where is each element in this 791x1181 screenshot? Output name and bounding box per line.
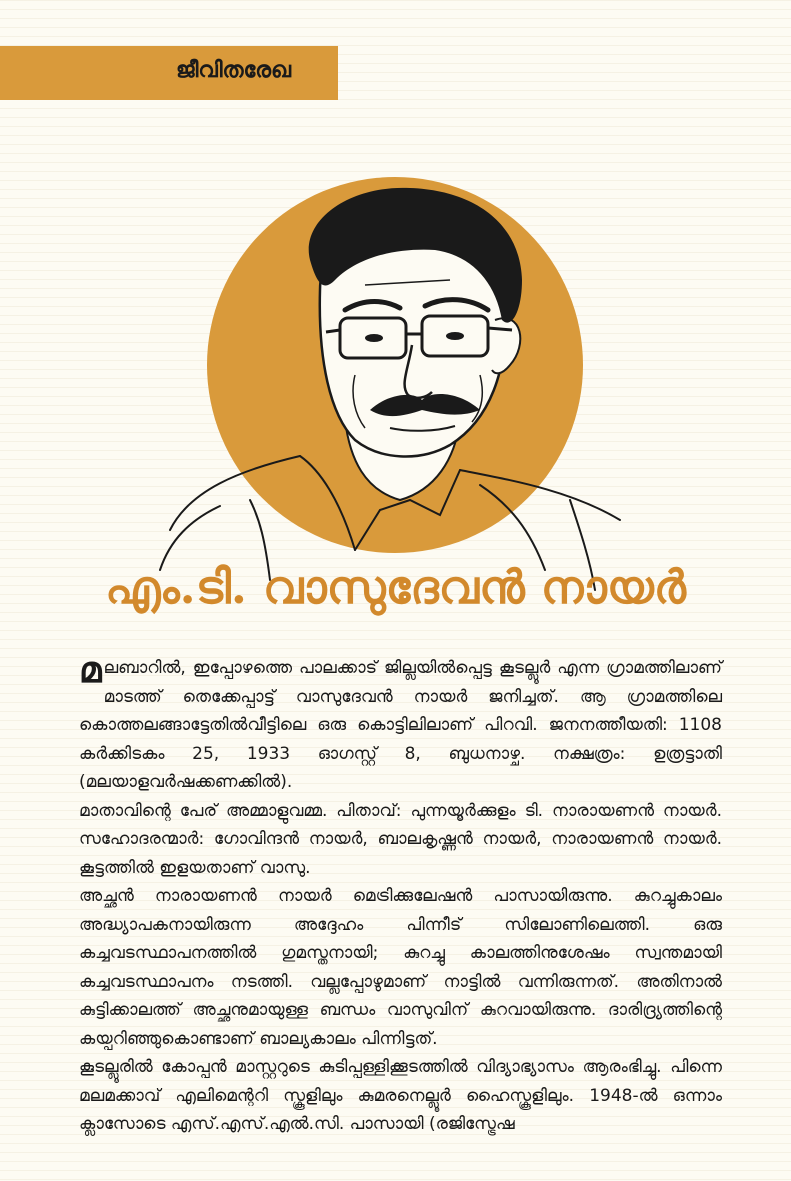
section-header-band xyxy=(0,46,338,100)
section-header-label: ജീവിതരേഖ xyxy=(176,58,292,83)
paragraph-text: ലബാറിൽ, ഇപ്പോഴത്തെ പാലക്കാട് ജില്ലയിൽപ്പെട്ട കൂടല്ലൂർ എന്ന ഗ്രാമത്തിലാണ് മാടത്ത് തെക്കേപ്പാട്ട് വാസുദേവൻ നായർ ജനിച്ചത്. ആ ഗ്രാമത്തിലെ കൊത്തലങ്ങാട്ടേതിൽവീട്ടിലെ ഒരു കൊട്ടിലിലാണ് പിറവി. ജനനത്തീയതി: 1108 കർക്കിടകം 25, 1933 ഓഗസ്റ്റ് 8, ബുധനാഴ്ച. നക്ഷത്രം: ഉത്രട്ടാതി (മലയാളവർഷക്കണക്കിൽ). xyxy=(79,658,722,792)
drop-cap: മ xyxy=(79,650,102,691)
biography-text xyxy=(79,650,722,1139)
paragraph-1 xyxy=(79,650,722,797)
portrait-illustration xyxy=(150,170,640,600)
page-title: എം.ടി. വാസുദേവൻ നായർ xyxy=(105,560,686,614)
paragraph-2: മാതാവിന്റെ പേര് അമ്മാളുവമ്മ. പിതാവ്: പുന്നയൂർക്കുളം ടി. നാരായണൻ നായർ. സഹോദരന്മാർ: ഗോവിന്ദൻ നായർ, ബാലകൃഷ്ണൻ നായർ, നാരായണൻ നായർ. കൂട്ടത്തിൽ ഇളയതാണ് വാസു. xyxy=(79,800,722,878)
paragraph-4: കൂടല്ലൂരിൽ കോപ്പൻ മാസ്റ്ററുടെ കുടിപ്പള്ളിക്കൂടത്തിൽ വിദ്യാഭ്യാസം ആരംഭിച്ചു. പിന്നെ മലമക്കാവ് എലിമെന്ററി സ്കൂളിലും കുമരനെല്ലൂർ ഹൈസ്കൂളിലും. 1948-ൽ ഒന്നാം ക്ലാസോടെ എസ്.എസ്.എൽ.സി. പാസായി (രജിസ്ട്രേഷ xyxy=(79,1057,722,1134)
paragraph-3: അച്ഛൻ നാരായണൻ നായർ മെട്രിക്കുലേഷൻ പാസായിരുന്നു. കുറച്ചുകാലം അദ്ധ്യാപകനായിരുന്ന അദ്ദേഹം പിന്നീട് സിലോണിലെത്തി. ഒരു കച്ചവടസ്ഥാപനത്തിൽ ഗുമസ്തനായി; കുറച്ചു കാലത്തിനുശേഷം സ്വന്തമായി കച്ചവടസ്ഥാപനം നടത്തി. വല്ലപ്പോഴുമാണ് നാട്ടിൽ വന്നിരുന്നത്. അതിനാൽ കുട്ടിക്കാലത്ത് അച്ഛനുമായുള്ള ബന്ധം വാസുവിന് കുറവായിരുന്നു. ദാരിദ്ര്യത്തിന്റെ കയ്പറിഞ്ഞുകൊണ്ടാണ് ബാല്യകാലം പിന്നിട്ടത്. xyxy=(79,886,722,1049)
